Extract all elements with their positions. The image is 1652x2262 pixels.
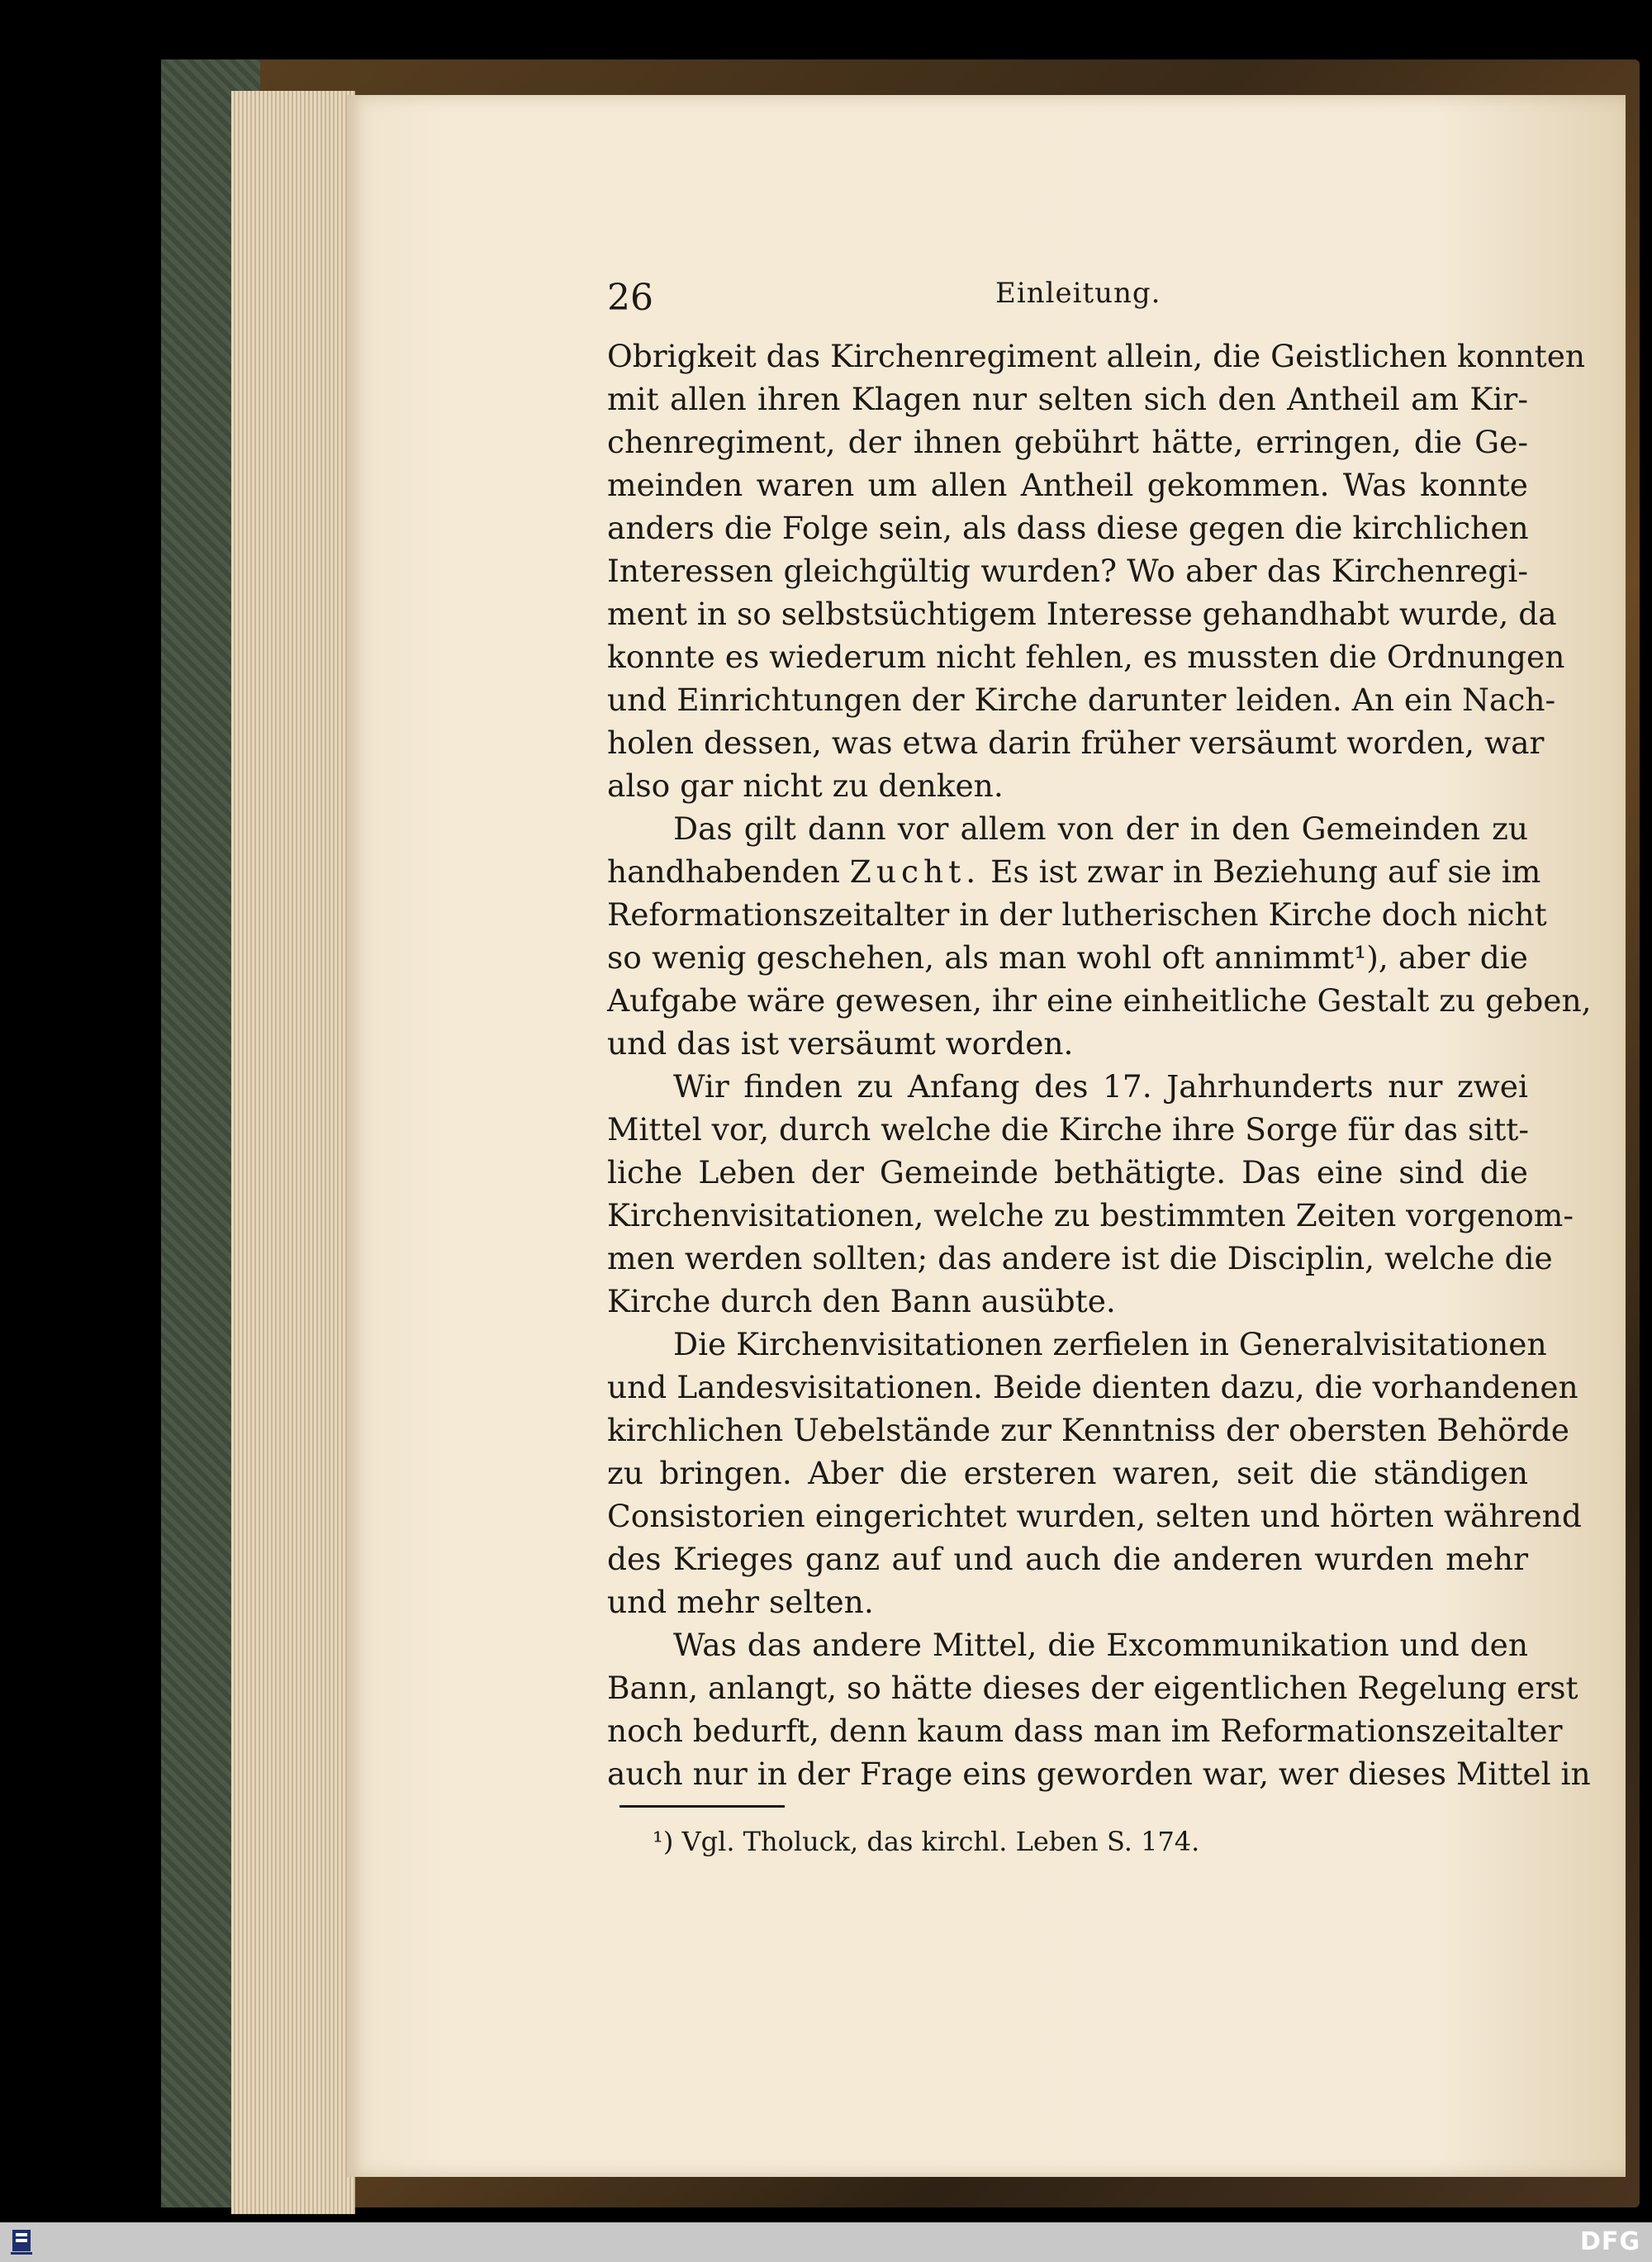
text-line: Reformationszeitalter in der lutherischen Kirche doch nicht [607, 896, 1547, 933]
text-fragment: handhabenden [607, 853, 840, 890]
text-line: Consistorien eingerichtet wurden, selten und hörten während [607, 1498, 1582, 1534]
text-line: Kirche durch den Bann ausübte. [607, 1283, 1116, 1319]
text-line: noch bedurft, denn kaum dass man im Reformationszeitalter [607, 1713, 1563, 1749]
text-line: und das ist versäumt worden. [607, 1025, 1074, 1062]
text-line: kirchlichen Uebelstände zur Kenntniss der obersten Behörde [607, 1412, 1569, 1448]
text-line: auch nur in der Frage eins geworden war, wer dieses Mittel in [607, 1756, 1591, 1792]
page-number: 26 [607, 277, 653, 319]
text-line: zu bringen. Aber die ersteren waren, seit die ständigen [607, 1455, 1528, 1491]
text-line: des Krieges ganz auf und auch die anderen wurden mehr [607, 1541, 1528, 1577]
body-text [607, 335, 1592, 1795]
viewer-footer-bar [0, 2222, 1652, 2262]
text-line: und Landesvisitationen. Beide dienten dazu, die vorhandenen [607, 1369, 1578, 1405]
text-line: chenregiment, der ihnen gebührt hätte, erringen, die Ge- [607, 424, 1528, 460]
text-line: Bann, anlangt, so hätte dieses der eigentlichen Regelung erst [607, 1670, 1578, 1706]
page-edges [231, 91, 355, 2214]
text-line: Obrigkeit das Kirchenregiment allein, die Geistlichen konnten [607, 338, 1586, 374]
text-line: Das gilt dann vor allem von der in den Gemeinden zu [673, 810, 1528, 847]
text-line: Kirchenvisitationen, welche zu bestimmten Zeiten vorgenom- [607, 1197, 1574, 1233]
text-line: ment in so selbstsüchtigem Interesse gehandhabt wurde, da [607, 596, 1557, 632]
footnote: ¹) Vgl. Tholuck, das kirchl. Leben S. 174. [653, 1826, 1200, 1857]
dfg-logo: DFG [1579, 2227, 1640, 2256]
text-line: und mehr selten. [607, 1584, 874, 1620]
text-line: Interessen gleichgültig wurden? Wo aber das Kirchenregi- [607, 553, 1528, 589]
text-line: meinden waren um allen Antheil gekommen. Was konnte [607, 467, 1528, 503]
text-line: Aufgabe wäre gewesen, ihr eine einheitliche Gestalt zu geben, [607, 982, 1592, 1019]
text-line: konnte es wiederum nicht fehlen, es mussten die Ordnungen [607, 639, 1565, 675]
text-line: anders die Folge sein, als dass diese gegen die kirchlichen [607, 510, 1529, 546]
text-line: Mittel vor, durch welche die Kirche ihre Sorge für das sitt- [607, 1111, 1530, 1148]
text-line: Was das andere Mittel, die Excommunikation und den [673, 1627, 1528, 1663]
page-header [607, 277, 1524, 326]
text-line: und Einrichtungen der Kirche darunter leiden. An ein Nach- [607, 682, 1556, 718]
text-fragment: Es ist zwar in Beziehung auf sie im [990, 853, 1541, 890]
text-line: holen dessen, was etwa darin früher versäumt worden, war [607, 725, 1545, 761]
text-line-zucht [607, 850, 1541, 893]
footnote-rule [620, 1805, 785, 1808]
running-head: Einleitung. [995, 277, 1161, 310]
library-logo-icon [7, 2227, 36, 2257]
text-line: Wir finden zu Anfang des 17. Jahrhunderts nur zwei [673, 1068, 1528, 1105]
text-line: also gar nicht zu denken. [607, 767, 1004, 804]
spaced-term: Zucht. [849, 853, 981, 890]
text-line: so wenig geschehen, als man wohl oft annimmt¹), aber die [607, 939, 1528, 976]
text-line: men werden sollten; das andere ist die Disciplin, welche die [607, 1240, 1553, 1276]
text-line: mit allen ihren Klagen nur selten sich den Antheil am Kir- [607, 381, 1528, 417]
text-line: Die Kirchenvisitationen zerfielen in Generalvisitationen [673, 1326, 1547, 1362]
text-line: liche Leben der Gemeinde bethätigte. Das eine sind die [607, 1154, 1528, 1190]
